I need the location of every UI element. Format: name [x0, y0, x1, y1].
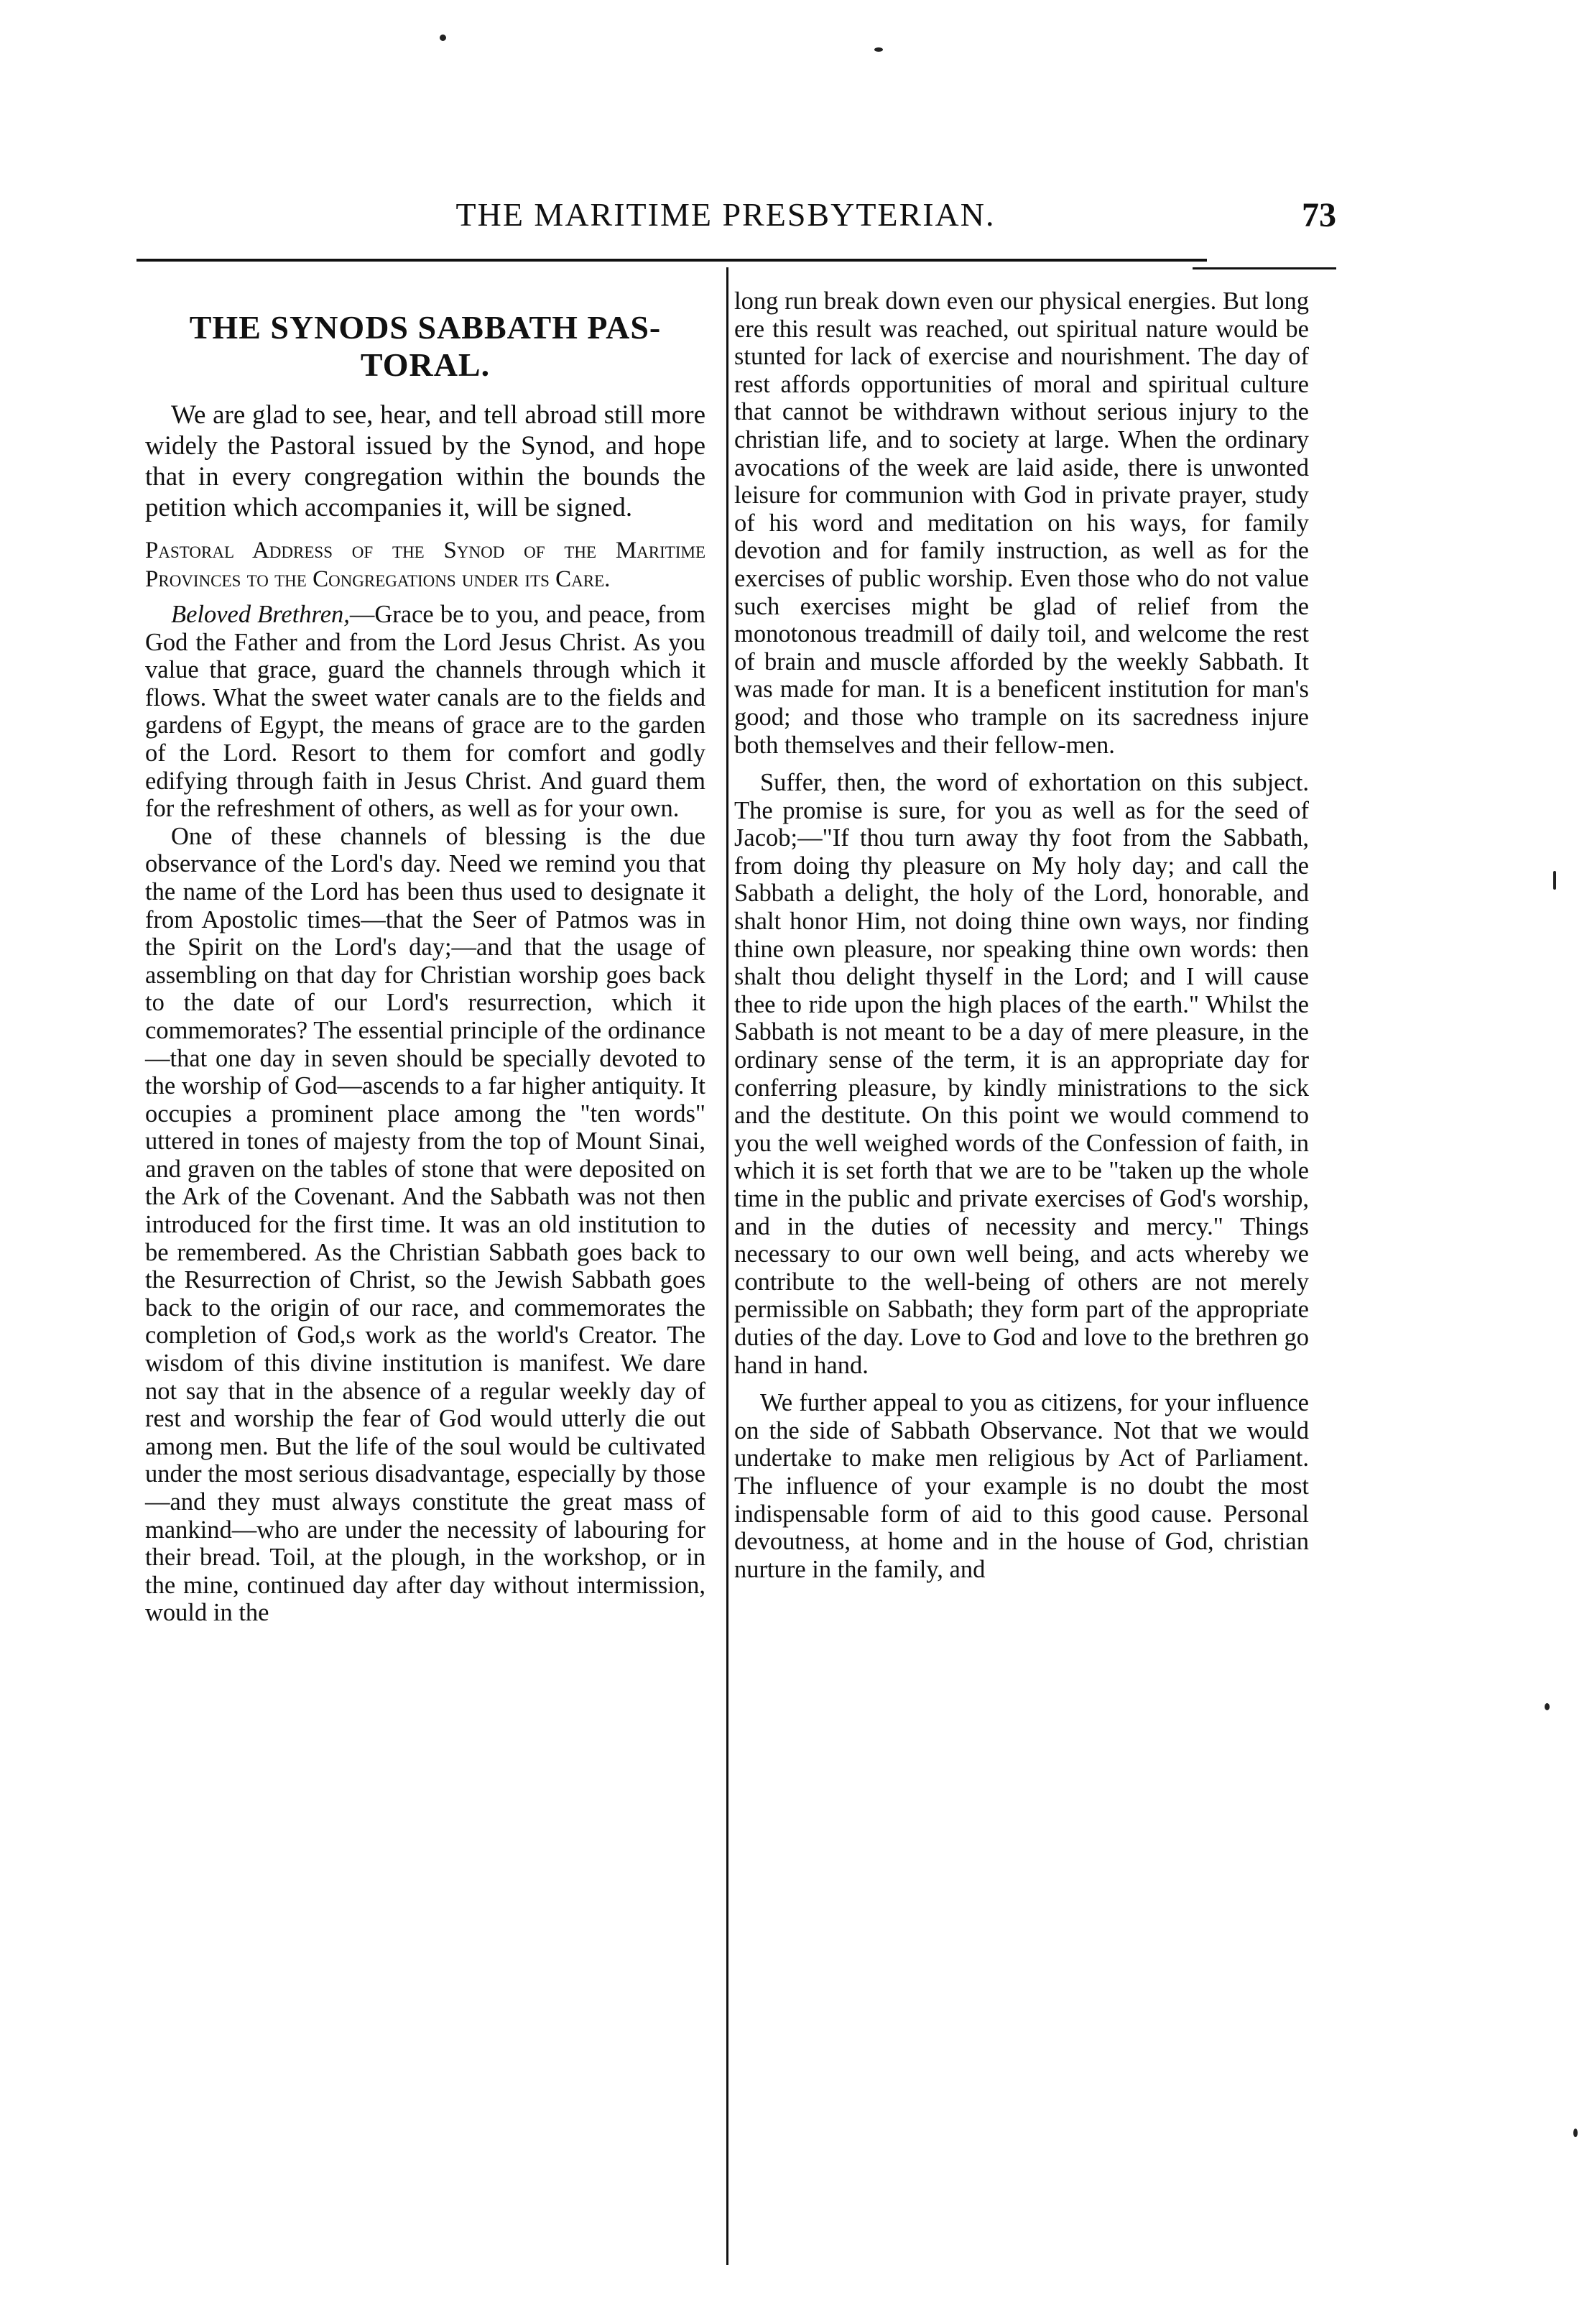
salutation: Beloved Brethren, — [171, 601, 350, 628]
right-column — [734, 287, 1309, 1583]
page-header — [136, 195, 1336, 260]
paragraph — [145, 601, 705, 823]
scan-speck — [874, 47, 883, 52]
scan-speck — [1553, 871, 1556, 890]
header-rule — [136, 259, 1207, 262]
paragraph: Suffer, then, the word of exhortation on this subject. The promise is sure, for you as well as for the seed of Jacob;—"If thou turn away thy foot from the Sabbath, from doing thy pleasure on My holy day; and call the Sabbath a delight, the holy of the Lord, honorable, and shalt honor Him, not doing thine own ways, nor finding thine own pleasure, nor speaking thine own words: then shalt thou delight thyself in the Lord; and I will cause thee to ride upon the high places of the earth." Whilst the Sabbath is not meant to be a day of mere pleasure, in the ordinary sense of the term, it is an appropriate day for conferring pleasure, by kindly ministrations to the sick and the destitute. On this point we would commend to you the well weighed words of the Confession of faith, in which it is set forth that we are to be "taken up the whole time in the public and private exercises of God's worship, and in the duties of necessity and mercy." Things necessary to our own well being, and acts whereby we contribute to the well-being of others are not merely permissible on Sabbath; they form part of the appropriate duties of the day. Love to God and love to the brethren go hand in hand. — [734, 769, 1309, 1379]
scan-speck — [440, 34, 446, 41]
scan-speck — [1545, 1703, 1550, 1710]
article-title: THE SYNODS SABBATH PAS-TORAL. — [189, 309, 662, 383]
page-number: 73 — [1302, 196, 1336, 234]
article-lead: We are glad to see, hear, and tell abroad still more widely the Pastoral issued by the Synod, and hope that in every congregation within the bounds the petition which accompanies it, will be signed. — [145, 400, 705, 522]
paragraph: long run break down even our physical energies. But long ere this result was reached, out spiritual nature would be stunted for lack of exercise and nourishment. The day of rest affords opportunities of moral and spiritual culture that cannot be withdrawn without serious injury to the christian life, and to society at large. When the ordinary avocations of the week are laid aside, there is unwonted leisure for communion with God in private prayer, study of his word and meditation on his ways, for family devotion and for family instruction, as well as for the exercises of public worship. Even those who do not value such exercises might be glad of relief from the monotonous treadmill of daily toil, and welcome the rest of brain and muscle afforded by the weekly Sabbath. It was made for man. It is a beneficent institution for man's good; and those who trample on its sacredness injure both themselves and their fellow-men. — [734, 287, 1309, 759]
left-column — [145, 295, 705, 1627]
paragraph: We further appeal to you as citizens, for your influence on the side of Sabbath Observance. Not that we would undertake to make men religious by Act of Parliament. The influence of your example is no doubt the most indispensable form of aid to this good cause. Personal devoutness, at home and in the house of God, christian nurture in the family, and — [734, 1389, 1309, 1583]
address-heading: Pastoral Address of the Synod of the Maritime Provinces to the Congregations under its Care. — [145, 538, 705, 592]
scan-speck — [1573, 2129, 1578, 2137]
column-divider — [726, 267, 728, 2265]
running-title: THE MARITIME PRESBYTERIAN. — [455, 196, 996, 233]
paragraph: One of these channels of blessing is the due observance of the Lord's day. Need we remind you that the name of the Lord has been thus used to designate it from Apostolic times—that the Seer of Patmos was in the Spirit on the Lord's day;—and that the usage of assembling on that day for Christian worship goes back to the date of our Lord's resurrection, which it commemorates? The essential principle of the ordinance—that one day in seven should be specially devoted to the worship of God—ascends to a far higher antiquity. It occupies a prominent place among the "ten words" uttered in tones of majesty from the top of Mount Sinai, and graven on the tables of stone that were deposited on the Ark of the Covenant. And the Sabbath was not then introduced for the first time. It was an old institution to be remembered. As the Christian Sabbath goes back to the Resurrection of Christ, so the Jewish Sabbath goes back to the origin of our race, and commemorates the completion of God,s work as the world's Creator. The wisdom of this divine institution is manifest. We dare not say that in the absence of a regular weekly day of rest and worship the fear of God would utterly die out among men. But the life of the soul would be cultivated under the most serious disadvantage, especially by those —and they must always constitute the great mass of mankind—who are under the necessity of labouring for their bread. Toil, at the plough, in the workshop, or in the mine, continued day after day without intermission, would in the — [145, 822, 705, 1627]
header-rule-right — [1193, 267, 1336, 269]
paragraph-text: —Grace be to you, and peace, from God the Father and from the Lord Jesus Christ. As you value that grace, guard the channels through which it flows. What the sweet water canals are to the fields and gardens of Egypt, the means of grace are to the garden of the Lord. Resort to them for comfort and godly edifying through faith in Jesus Christ. And guard them for the refreshment of others, as well as for your own. — [145, 601, 705, 823]
